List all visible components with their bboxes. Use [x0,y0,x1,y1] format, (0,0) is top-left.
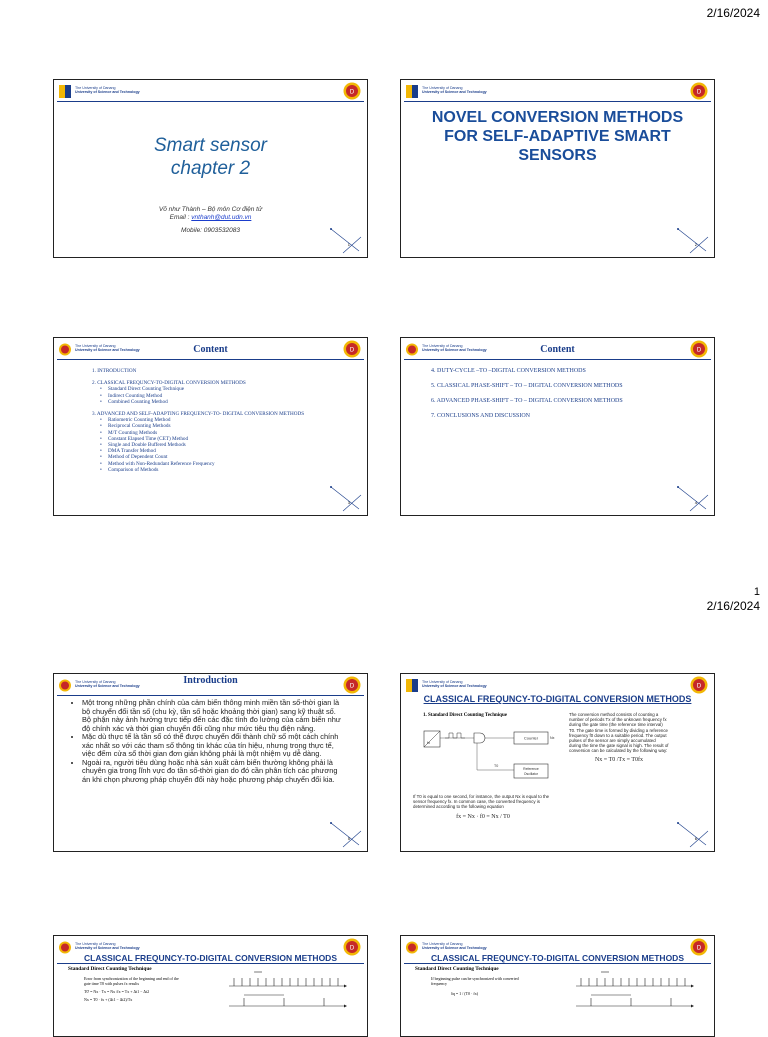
svg-text:D: D [349,347,355,354]
slide-number: 2 [694,242,697,247]
equation: fx = Nx · f0 = Nx / T0 [456,813,510,820]
intro-bullet: • Ngoài ra, người tiêu dùng hoặc nhà sản xuất cảm biến thường không phải là chuyên gia trong lĩnh vực đo tần số-thời gian do đó cần phân tích các phương án khi chọn phương pháp chuyển đổi này hoặc phương pháp chuyển đổi kia. [82,759,345,785]
university-name: The University of Danang University of Science and Technology [422,344,487,353]
toc-subitem[interactable]: • Method of Dependent Count [92,454,304,460]
slide-title: CLASSICAL FREQUNCY-TO-DIGITAL CONVERSION METHODS [431,953,684,963]
dut-logo-icon [690,676,708,694]
svg-text:D: D [349,945,355,952]
equation: δq = 1 / (T0 · fx) [451,991,479,996]
corner-decoration-icon [676,821,710,849]
section-subtitle: Standard Direct Counting Technique [415,966,499,972]
toc-subitem[interactable]: • Indirect Counting Method [92,393,304,399]
university-name: The University of Danang University of Science and Technology [422,680,487,689]
toc-item[interactable]: 6. ADVANCED PHASE-SHIFT – TO – DIGITAL CONVERSION METHODS [431,398,623,404]
method-text: Error from synchronization of the beginning and end of the gate time T0 with pulses fx results T0' = Nx · Tx = Nx /fx = Tx + Δt1 − Δt2 Nx = T0 · fx + (Δt1 − Δt2)/Tx [84,976,184,1002]
toc-subitem[interactable]: • DMA Transfer Method [92,448,304,454]
university-name: The University of Danang University of Science and Technology [75,86,140,95]
slide-title: Content [540,344,575,355]
intro-text [70,699,345,784]
svg-text:D: D [696,89,702,96]
dut-logo-icon [343,82,361,100]
toc-item[interactable]: 5. CLASSICAL PHASE-SHIFT – TO – DIGITAL CONVERSION METHODS [431,383,623,389]
svg-text:D: D [349,89,355,96]
slide-4[interactable] [400,337,715,516]
section-subtitle: Standard Direct Counting Technique [68,966,152,972]
table-of-contents [431,364,623,424]
dut-logo-icon [690,82,708,100]
toc-subitem[interactable]: • M/T Counting Methods [92,430,304,436]
svg-text:D: D [696,683,702,690]
slide-title: CLASSICAL FREQUNCY-TO-DIGITAL CONVERSION METHODS [423,694,692,704]
email-link[interactable]: vnthanh@dut.udn.vn [191,214,252,221]
slide-8[interactable] [400,935,715,1037]
toc-subitem[interactable]: • Combined Counting Method [92,399,304,405]
corner-decoration-icon [676,485,710,513]
author-line: Võ như Thành – Bộ môn Cơ điện tử [158,206,263,213]
slide-7[interactable] [53,935,368,1037]
slide-title: NOVEL CONVERSION METHODS FOR SELF-ADAPTIVE SMART SENSORS [431,109,684,164]
slide-number: 4 [694,500,697,505]
toc-item[interactable]: 3. ADVANCED AND SELF-ADAPTING FREQUENCY-TO- DIGITAL CONVERSION METHODS [92,411,305,418]
header-divider [404,101,711,102]
page-date: 2/16/2024 [706,599,760,613]
slide-3[interactable] [53,337,368,516]
toc-item[interactable]: 7. CONCLUSIONS AND DISCUSSION [431,413,531,419]
toc-subitem[interactable]: • Comparison of Methods [92,467,304,473]
fx-label: fx [427,740,431,745]
corner-decoration-icon [329,821,363,849]
table-of-contents [92,368,304,473]
slide-1[interactable] [53,79,368,258]
page-number: 1 [753,586,760,598]
toc-item[interactable]: 2. CLASSICAL FREQUNCY-TO-DIGITAL CONVERSION METHODS [92,380,246,387]
university-logo-icon [406,679,418,692]
slide-5[interactable] [53,673,368,852]
intro-bullet: • Mặc dù thực tế là tần số có thể được chuyển đổi thành chữ số một cách chính xác nhất so với các tham số thông tin khác của tín hiệu, nhưng trong thực tế, việc đếm cửa sổ thời gian đơn giản không phải là một nhiệm vụ dễ dàng. [82,733,345,759]
slide-2[interactable] [400,79,715,258]
slide-header [54,80,367,102]
slide-title: CLASSICAL FREQUNCY-TO-DIGITAL CONVERSION METHODS [84,953,337,963]
toc-subitem[interactable]: • Ratiometric Counting Method [92,417,304,423]
mobile-line: Mobile: 0903532083 [181,227,240,234]
osc-label-2: Oscillator [523,772,539,776]
slide-6[interactable] [400,673,715,852]
counter-block-diagram [419,726,559,786]
header-divider [57,963,364,964]
slide-title: Smart sensor chapter 2 [154,135,267,179]
toc-item[interactable]: 4. DUTY-CYCLE –TO –DIGITAL CONVERSION METHODS [431,368,586,374]
pulse-timing-diagram [224,968,354,1018]
slide-number: 5 [347,836,350,841]
svg-text:D: D [696,347,702,354]
toc-subitem[interactable]: • Constant Elapsed Time (CET) Method [92,436,304,442]
toc-subitem[interactable]: • Reciprocal Counting Methods [92,423,304,429]
header-divider [57,695,364,696]
header-divider [57,359,364,360]
toc-subitem[interactable]: • Single and Double Buffered Methods [92,442,304,448]
slide-title: Introduction [183,675,238,686]
toc-subitem[interactable]: • Standard Direct Counting Technique [92,386,304,392]
university-logo-icon [59,85,71,98]
corner-decoration-icon [676,227,710,255]
header-divider [57,101,364,102]
slide-number: 3 [347,500,350,505]
toc-subitem[interactable]: • Method with Non-Redundant Reference Frequency [92,461,304,467]
university-name: The University of Danang University of Science and Technology [422,86,487,95]
equation: T0' = Nx · Tx = Nx /fx = Tx + Δt1 − Δt2 [84,989,150,994]
page-date: 2/16/2024 [706,6,760,20]
university-name: The University of Danang University of Science and Technology [75,344,140,353]
method-note: If T0 is equal to one second, for instance, the output Nx is equal to the sensor frequency fx. In common case, the converted frequency is determined according to the following equation fx = Nx · f0 = Nx / T0 [413,794,553,820]
section-subtitle: 1. Standard Direct Counting Technique [423,713,507,718]
corner-decoration-icon [329,227,363,255]
university-name: The University of Danang University of Science and Technology [75,680,140,689]
svg-text:D: D [696,945,702,952]
slide-title: Content [193,344,228,355]
slide-header [401,80,714,102]
method-text: If beginning pulse can be synchronized with converted frequency δq = 1 / (T0 · fx) [431,976,531,996]
corner-decoration-icon [329,485,363,513]
university-logo-icon [406,85,418,98]
header-divider [404,963,711,964]
osc-label-1: Reference [523,767,539,771]
nx-label: Nx [550,736,555,740]
email-line: Email : vnthanh@dut.udn.vn [169,214,252,221]
counter-label: Counter [523,735,539,741]
university-name: The University of Danang University of Science and Technology [75,942,140,951]
slide-number: 6 [694,836,697,841]
toc-item[interactable]: 1. INTRODUCTION [92,368,137,374]
t0-label: T0 [494,764,499,768]
header-divider [404,359,711,360]
equation: Nx = T0 · fx + (Δt1 − Δt2)/Tx [84,997,133,1002]
university-name: The University of Danang University of Science and Technology [422,942,487,951]
equation: Nx = T0 /Tx = T0fx [594,756,644,763]
intro-bullet: • Một trong những phần chính của cảm biến thông minh miền tần số-thời gian là bộ chuyển đổi tần số (chu kỳ, tần số hoặc khoảng thời gian) sang kỹ thuật số. Bộ phận này ảnh hưởng trực tiếp đến các đặc tính đo lường của cảm biến như độ chính xác và thời gian chuyển đổi cũng như mức tiêu thụ điện năng. [82,699,345,733]
pulse-timing-diagram [571,968,701,1018]
slide-number: 1 [347,242,350,247]
svg-text:D: D [349,683,355,690]
slide-header [401,674,714,696]
method-description: The conversion method consists of counting a number of periods Tx of the unknown frequency fx during the gate time (the reference time interval) T0. The gate time is formed by dividing a reference frequency f0 down to a suitable period. The output pulses of the sensor are simply accumulated during the time the gate signal is high. The result of conversion can be calculated by the following way: Nx = T0 /Tx = T0fx [569,712,669,763]
